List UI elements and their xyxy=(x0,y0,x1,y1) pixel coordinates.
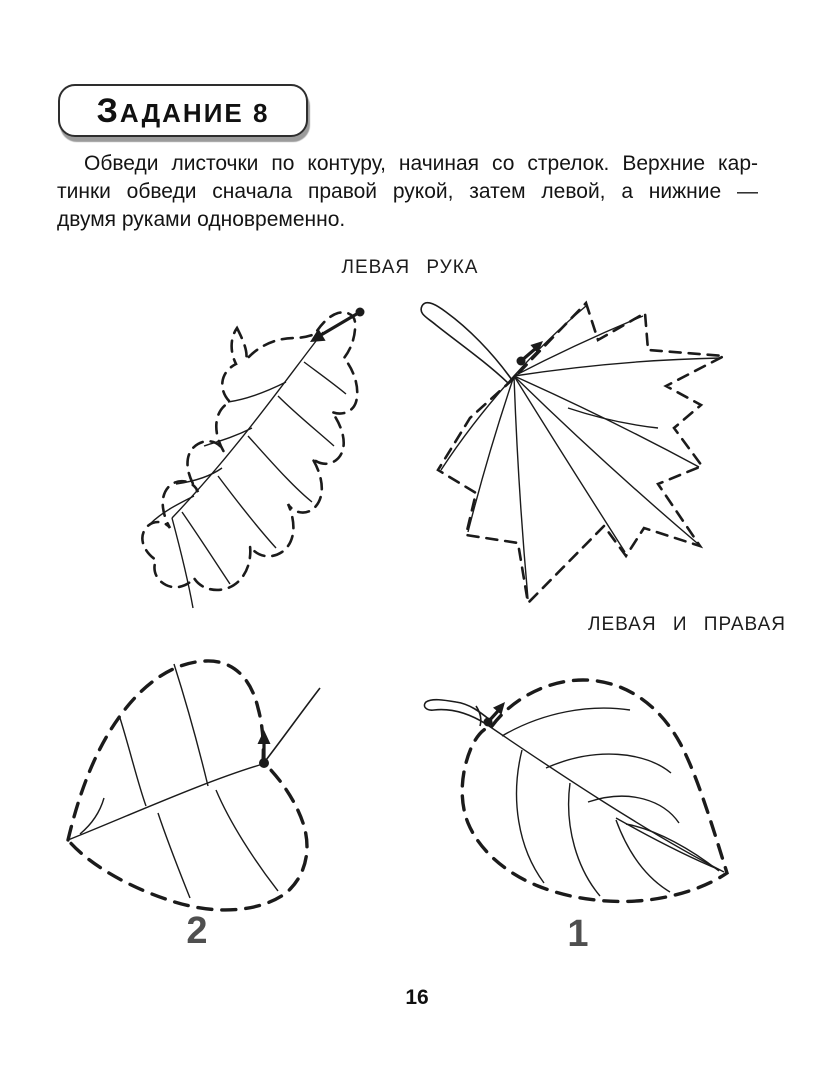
heart-leaf-outline xyxy=(68,661,307,910)
heart-leaf-stem xyxy=(263,688,320,764)
oak-leaf-figure xyxy=(72,290,392,620)
maple-leaf-figure xyxy=(408,288,738,618)
instruction-line-1: Обведи листочки по контуру, начиная со стрелок. Верхние кар- xyxy=(84,152,758,175)
instruction-line-2: тинки обведи сначала правой рукой, затем левой, а нижние — xyxy=(57,180,758,203)
maple-leaf-stem xyxy=(421,303,512,383)
task-title: ЗАДАНИЕ 8 xyxy=(96,91,270,130)
task-header-box xyxy=(58,84,308,137)
ovate-leaf-outline xyxy=(462,680,727,901)
oak-leaf-outline xyxy=(142,312,357,590)
section-label-left-hand: ЛЕВАЯ РУКА xyxy=(341,257,479,278)
heart-leaf-figure xyxy=(58,648,398,958)
leaf-number-1: 1 xyxy=(567,913,589,955)
heart-leaf-veins xyxy=(68,664,278,898)
leaf-number-2: 2 xyxy=(186,910,208,952)
task-instructions xyxy=(57,150,758,234)
page-number: 16 xyxy=(405,986,429,1009)
ovate-leaf-veins xyxy=(486,708,724,896)
section-label-left-and-right-hand: ЛЕВАЯ И ПРАВАЯ xyxy=(588,614,786,635)
ovate-leaf-stem-fold xyxy=(476,706,481,726)
maple-leaf-veins xyxy=(441,306,721,599)
arrow-head xyxy=(258,730,271,744)
heart-leaf-start-arrow xyxy=(258,730,271,768)
instruction-line-3: двумя руками одновременно. xyxy=(57,208,346,231)
maple-leaf-outline xyxy=(438,303,724,603)
